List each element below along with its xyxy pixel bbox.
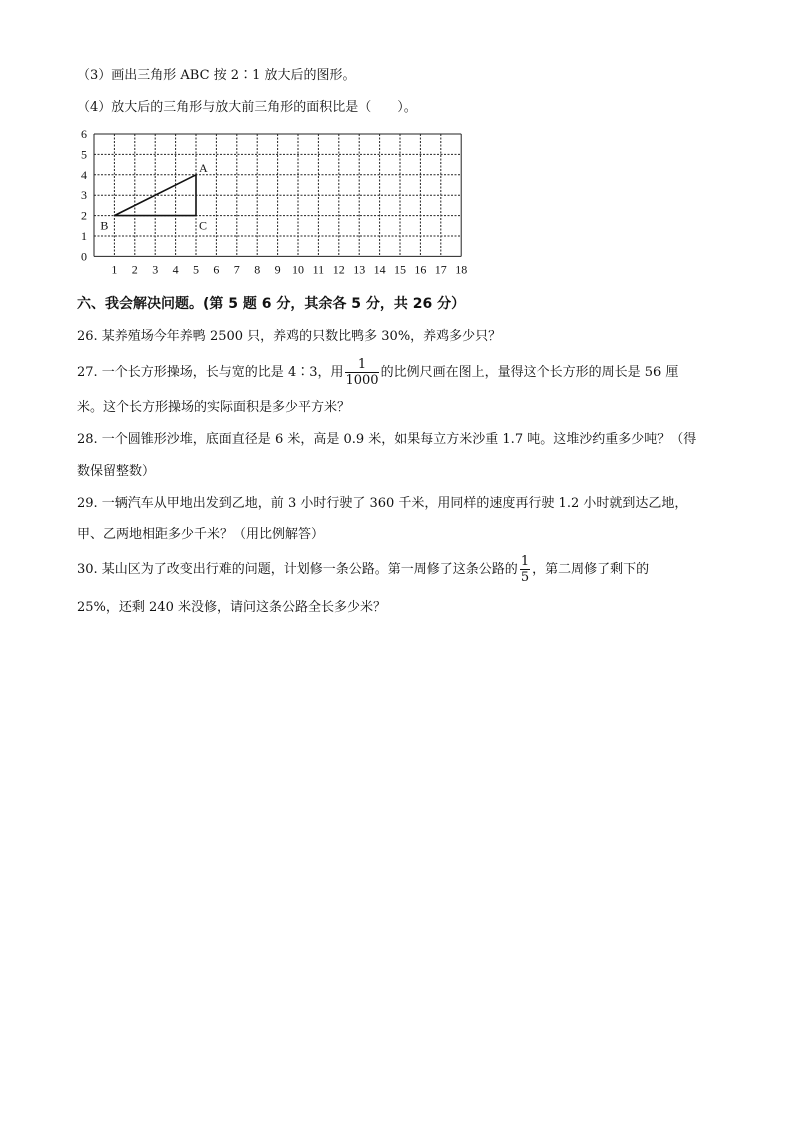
question-30-text-a: 30. 某山区为了改变出行难的问题，计划修一条公路。第一周修了这条公路的 [77, 562, 518, 577]
question-3: （3）画出三角形 ABC 按 2∶1 放大后的图形。 [77, 68, 356, 83]
question-29-line-2: 甲、乙两地相距多少千米？（用比例解答） [77, 527, 325, 542]
x-tick-label: 10 [292, 262, 304, 277]
x-axis-labels [111, 262, 467, 276]
question-4: （4）放大后的三角形与放大前三角形的面积比是（ ）。 [77, 100, 417, 115]
coordinate-grid [70, 128, 480, 278]
question-27-line-1 [77, 357, 678, 388]
question-30-line-1 [77, 554, 649, 585]
x-tick-label: 8 [254, 262, 261, 277]
x-tick-label: 6 [213, 262, 220, 277]
y-tick-label: 0 [81, 249, 87, 264]
x-tick-label: 16 [414, 262, 427, 277]
x-tick-label: 9 [274, 262, 281, 277]
fraction-one-fifth [520, 554, 530, 585]
fraction-denominator: 1000 [345, 373, 379, 388]
y-tick-label: 4 [81, 167, 87, 182]
fraction-numerator: 1 [345, 357, 378, 373]
x-tick-label: 15 [394, 262, 406, 277]
section-title: 六、我会解决问题。(第 5 题 6 分，其余各 5 分，共 26 分） [77, 296, 466, 312]
point-label-b: B [100, 218, 109, 233]
x-tick-label: 17 [434, 262, 447, 277]
question-30-text-b: ，第二周修了剩下的 [532, 562, 650, 577]
question-29-line-1: 29. 一辆汽车从甲地出发到乙地，前 3 小时行驶了 360 千米，用同样的速度再行驶 1.2 小时就到达乙地， [77, 496, 688, 511]
x-tick-label: 14 [373, 262, 386, 277]
y-tick-label: 2 [81, 208, 87, 223]
question-30-line-2: 25%，还剩 240 米没修，请问这条公路全长多少米？ [77, 600, 386, 615]
x-tick-label: 4 [172, 262, 179, 277]
x-tick-label: 3 [152, 262, 159, 277]
x-tick-label: 7 [233, 262, 240, 277]
question-28-line-1: 28. 一个圆锥形沙堆，底面直径是 6 米，高是 0.9 米，如果每立方米沙重 1.7 吨。这堆沙约重多少吨？（得 [77, 432, 697, 447]
fraction-denominator: 5 [520, 570, 530, 585]
x-tick-label: 13 [353, 262, 366, 277]
y-tick-label: 3 [81, 188, 87, 203]
x-tick-label: 12 [332, 262, 345, 277]
point-labels [100, 161, 208, 233]
y-tick-label: 1 [81, 229, 87, 243]
question-27-text-a: 27. 一个长方形操场，长与宽的比是 4∶3，用 [77, 365, 344, 380]
y-axis-labels [81, 128, 87, 263]
question-28-line-2: 数保留整数） [77, 464, 156, 479]
point-label-c: C [199, 218, 208, 233]
x-tick-label: 18 [455, 262, 468, 277]
x-tick-label: 2 [131, 262, 138, 277]
y-tick-label: 6 [81, 128, 87, 141]
question-26: 26. 某养殖场今年养鸭 2500 只，养鸡的只数比鸭多 30%，养鸡多少只？ [77, 329, 502, 344]
grid-lines [94, 134, 461, 256]
x-tick-label: 1 [111, 262, 118, 277]
fraction-scale [345, 357, 378, 388]
fraction-numerator: 1 [520, 554, 530, 569]
question-27-line-2: 米。这个长方形操场的实际面积是多少平方米？ [77, 400, 351, 415]
y-tick-label: 5 [81, 147, 87, 162]
point-label-a: A [199, 160, 208, 175]
x-tick-label: 5 [193, 262, 199, 277]
x-tick-label: 11 [312, 262, 325, 277]
question-27-text-b: 的比例尺画在图上，量得这个长方形的周长是 56 厘 [380, 365, 679, 380]
